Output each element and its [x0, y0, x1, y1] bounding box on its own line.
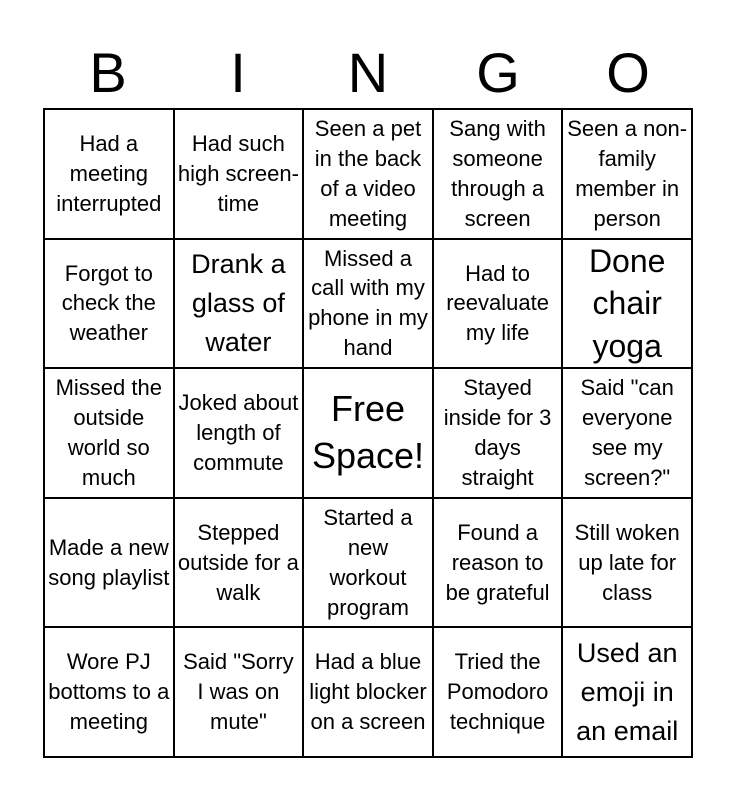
bingo-cell[interactable]: Had a meeting interrupted [44, 109, 174, 239]
bingo-cell[interactable]: Made a new song playlist [44, 498, 174, 628]
bingo-cell[interactable]: Said "can everyone see my screen?" [562, 368, 692, 498]
bingo-cell[interactable]: Seen a pet in the back of a video meeting [303, 109, 433, 239]
bingo-cell[interactable]: Seen a non-family member in person [562, 109, 692, 239]
bingo-cell[interactable]: Stepped outside for a walk [174, 498, 304, 628]
bingo-cell[interactable]: Drank a glass of water [174, 239, 304, 369]
bingo-cell[interactable]: Joked about length of commute [174, 368, 304, 498]
bingo-cell[interactable]: Found a reason to be grateful [433, 498, 563, 628]
bingo-cell[interactable]: Done chair yoga [562, 239, 692, 369]
header-letter-i: I [230, 41, 246, 104]
free-space-cell[interactable]: Free Space! [303, 368, 433, 498]
bingo-cell[interactable]: Still woken up late for class [562, 498, 692, 628]
bingo-cell[interactable]: Started a new workout program [303, 498, 433, 628]
bingo-cell[interactable]: Said "Sorry I was on mute" [174, 627, 304, 757]
bingo-cell[interactable]: Wore PJ bottoms to a meeting [44, 627, 174, 757]
bingo-cell[interactable]: Forgot to check the weather [44, 239, 174, 369]
header-letter-b: B [89, 41, 127, 104]
header-letter-n: N [347, 41, 389, 104]
bingo-cell[interactable]: Stayed inside for 3 days straight [433, 368, 563, 498]
bingo-cell[interactable]: Used an emoji in an email [562, 627, 692, 757]
header-letter-g: G [476, 41, 520, 104]
bingo-cell[interactable]: Missed the outside world so much [44, 368, 174, 498]
bingo-cell[interactable]: Sang with someone through a screen [433, 109, 563, 239]
bingo-cell[interactable]: Had such high screen-time [174, 109, 304, 239]
bingo-cell[interactable]: Had a blue light blocker on a screen [303, 627, 433, 757]
bingo-grid [43, 108, 693, 758]
bingo-cell[interactable]: Had to reevaluate my life [433, 239, 563, 369]
bingo-cell[interactable]: Missed a call with my phone in my hand [303, 239, 433, 369]
bingo-header [43, 40, 693, 106]
header-letter-o: O [606, 41, 650, 104]
bingo-cell[interactable]: Tried the Pomodoro technique [433, 627, 563, 757]
